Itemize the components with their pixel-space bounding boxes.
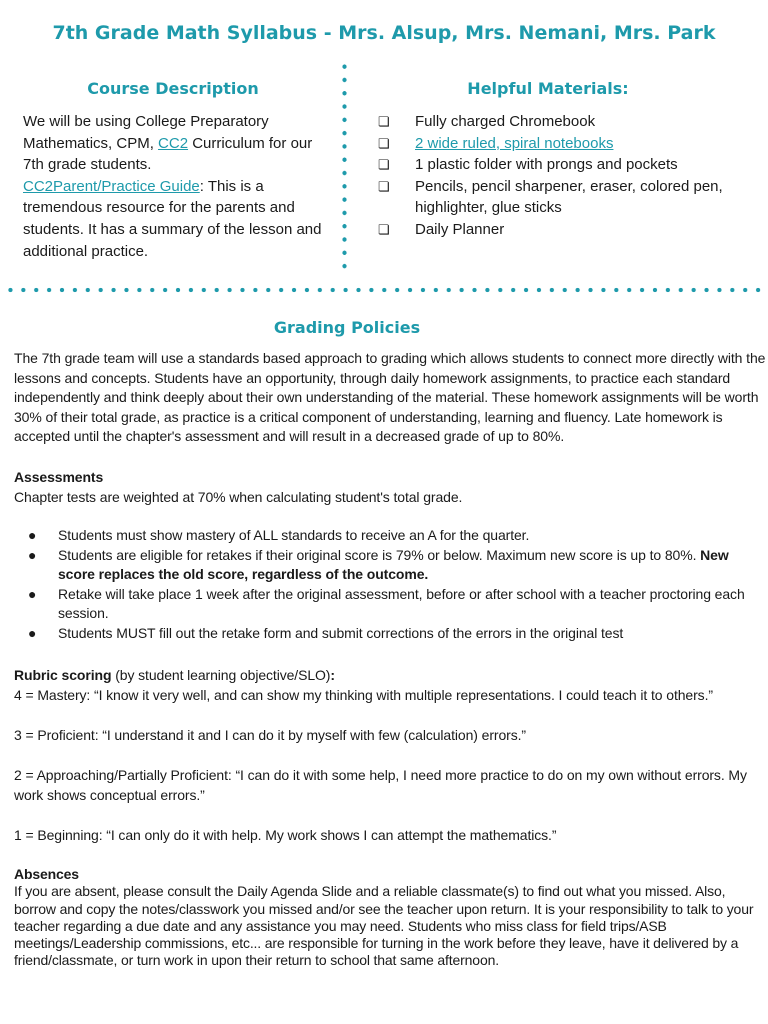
checkbox-icon: ❏	[378, 221, 390, 237]
assessments-section	[14, 468, 766, 507]
bullet-icon: ●	[28, 527, 37, 543]
course-description-heading: Course Description	[87, 79, 259, 98]
list-item	[14, 546, 766, 585]
rubric-level-3: 3 = Proficient: “I understand it and I can do it by myself with few (calculation) errors.”	[14, 727, 526, 743]
notebooks-link[interactable]: 2 wide ruled, spiral notebooks	[415, 134, 614, 152]
rubric-level-1: 1 = Beginning: “I can only do it with help. My work shows I can attempt the mathematics.”	[14, 827, 557, 843]
parent-guide-link[interactable]: CC2Parent/Practice Guide	[23, 177, 200, 195]
bullet-text: Students MUST fill out the retake form and submit corrections of the errors in the original test	[58, 624, 624, 641]
rubric-level-4: 4 = Mastery: “I know it very well, and can show my thinking with multiple representations. I could teach it to others.”	[14, 686, 713, 703]
assessment-bullets	[14, 526, 766, 644]
checkbox-icon: ❏	[378, 135, 390, 151]
grading-policies-heading: Grading Policies	[273, 318, 421, 337]
material-label: 1 plastic folder with prongs and pockets	[415, 156, 678, 174]
grading-intro: The 7th grade team will use a standards based approach to grading which allows students to connect more directly with the lessons and concepts. Students have an opportunity, through daily homework assignments, to practice each standard independently and think deeply about their own understanding of the material. These homework assignments will be worth 30% of their total grade, as practice is a critical component of understanding, learning and fluency. Late homework is accepted until the chapter's assessment and will result in a decreased grade of up to 80%.	[14, 350, 766, 445]
helpful-materials-heading: Helpful Materials:	[467, 79, 629, 98]
material-label: Fully charged Chromebook	[415, 113, 596, 130]
course-description-text-2: Curriculum for our 7th grade students.	[23, 134, 313, 174]
assessments-text: Chapter tests are weighted at 70% when calculating student's total grade.	[14, 488, 463, 505]
assessments-heading: Assessments	[14, 469, 104, 485]
rubric-section	[14, 666, 766, 705]
course-description	[23, 111, 328, 262]
rubric-subheading: (by student learning objective/SLO)	[111, 667, 331, 683]
rubric-level-2: 2 = Approaching/Partially Proficient: “I can do it with some help, I need more practice to do on my own without errors. My work shows conceptual errors.”	[14, 767, 747, 803]
checkbox-icon: ❏	[378, 157, 390, 173]
checkbox-icon: ❏	[378, 114, 390, 129]
bullet-bold-text: New score replaces the old score, regardless of the outcome.	[58, 546, 729, 583]
page-title: 7th Grade Math Syllabus - Mrs. Alsup, Mrs. Nemani, Mrs. Park	[52, 22, 716, 44]
list-item	[378, 176, 758, 219]
list-item	[378, 154, 758, 176]
materials-list	[378, 111, 758, 241]
absences-text: If you are absent, please consult the Daily Agenda Slide and a reliable classmate(s) to find out what you missed. Also, borrow and copy the notes/classwork you missed and/or see the teacher upon return. It is your responsibility to talk to your teacher regarding a due date and any assistance you may need. Students who miss class for field trips/ASB meetings/Leadership commissions, etc... are responsible for turning in the work before they leave, have it delivered by a friend/classmate, or turn work in upon their return to school that same afternoon.	[14, 883, 754, 969]
list-item	[14, 624, 766, 644]
material-label: Daily Planner	[415, 220, 505, 238]
bullet-icon: ●	[28, 624, 37, 641]
list-item	[378, 111, 758, 133]
list-item	[14, 585, 766, 624]
horizontal-dotted-divider	[4, 287, 764, 293]
list-item	[378, 219, 758, 241]
bullet-text: Students must show mastery of ALL standards to receive an A for the quarter.	[58, 527, 530, 543]
bullet-text: Retake will take place 1 week after the original assessment, before or after school with a teacher proctoring each session.	[58, 585, 745, 622]
bullet-icon: ●	[28, 585, 37, 602]
vertical-dotted-divider	[342, 60, 347, 272]
rubric-colon: :	[330, 667, 335, 683]
rubric-heading: Rubric scoring	[14, 667, 112, 683]
material-label: Pencils, pencil sharpener, eraser, colored pen, highlighter, glue sticks	[415, 177, 723, 217]
cc2-link[interactable]: CC2	[158, 134, 189, 152]
absences-heading: Absences	[14, 866, 79, 882]
course-description-text: We will be using College Preparatory Mathematics, CPM,	[23, 113, 269, 152]
bullet-icon: ●	[28, 546, 37, 563]
bullet-text: Students are eligible for retakes if their original score is 79% or below. Maximum new score is up to 80%.	[58, 546, 701, 563]
list-item	[378, 133, 758, 155]
list-item	[14, 526, 766, 546]
parent-guide-text: : This is a tremendous resource for the parents and students. It has a summary of the lesson and additional practice.	[23, 177, 322, 260]
checkbox-icon: ❏	[378, 178, 390, 194]
absences-section	[14, 866, 766, 970]
